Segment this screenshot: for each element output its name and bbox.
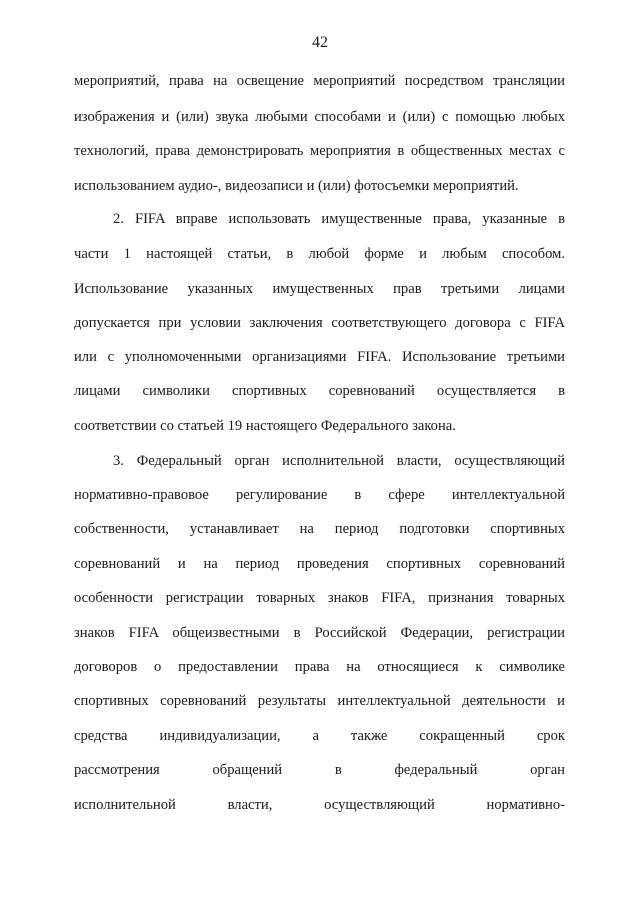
text-line: спортивных соревнований результаты интеллектуальной деятельности и bbox=[74, 693, 565, 709]
text-line: средства индивидуализации, а также сокращенный срок bbox=[74, 728, 565, 744]
text-line: лицами символики спортивных соревнований осуществляется в bbox=[74, 383, 565, 399]
text-line: договоров о предоставлении права на относящиеся к символике bbox=[74, 659, 565, 675]
text-line: мероприятий, права на освещение мероприятий посредством трансляции bbox=[74, 73, 565, 89]
text-line: собственности, устанавливает на период подготовки спортивных bbox=[74, 521, 565, 537]
text-line: 2. FIFA вправе использовать имущественные права, указанные в bbox=[113, 211, 565, 227]
text-line: соревнований и на период проведения спортивных соревнований bbox=[74, 556, 565, 572]
text-line: технологий, права демонстрировать мероприятия в общественных местах с bbox=[74, 143, 565, 159]
text-line: рассмотрения обращений в федеральный орган bbox=[74, 762, 565, 778]
text-line: 3. Федеральный орган исполнительной власти, осуществляющий bbox=[113, 453, 565, 469]
text-line: Использование указанных имущественных прав третьими лицами bbox=[74, 281, 565, 297]
text-line: изображения и (или) звука любыми способами и (или) с помощью любых bbox=[74, 109, 565, 125]
text-line: использованием аудио-, видеозаписи и (или) фотосъемки мероприятий. bbox=[74, 178, 519, 194]
text-line: знаков FIFA общеизвестными в Российской Федерации, регистрации bbox=[74, 625, 565, 641]
text-line: части 1 настоящей статьи, в любой форме и любым способом. bbox=[74, 246, 565, 262]
text-line: соответствии со статьей 19 настоящего Федерального закона. bbox=[74, 418, 456, 434]
text-line: нормативно-правовое регулирование в сфере интеллектуальной bbox=[74, 487, 565, 503]
text-line: допускается при условии заключения соответствующего договора с FIFA bbox=[74, 315, 565, 331]
text-line: или с уполномоченными организациями FIFA. Использование третьими bbox=[74, 349, 565, 365]
text-line: исполнительной власти, осуществляющий нормативно- bbox=[74, 797, 565, 813]
page-number: 42 bbox=[312, 34, 328, 51]
text-line: особенности регистрации товарных знаков FIFA, признания товарных bbox=[74, 590, 565, 606]
